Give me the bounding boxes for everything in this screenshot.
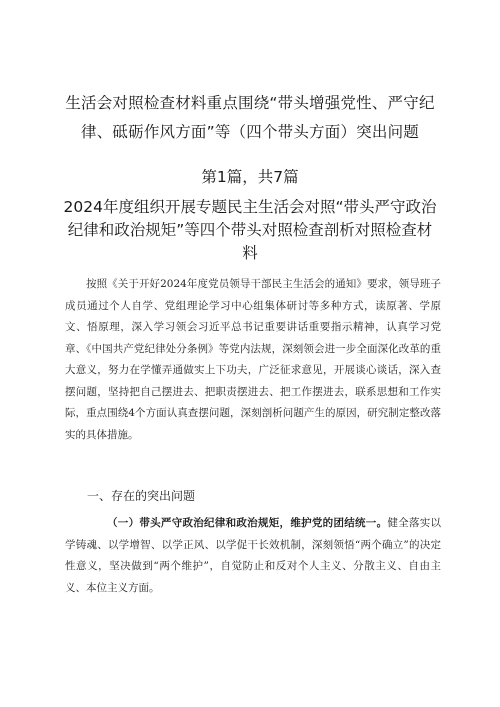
part-label: 第1篇，共7篇 (201, 168, 299, 186)
section-heading: 一、存在的突出问题 (87, 489, 196, 503)
section-body: 健全落实以学铸魂、以学增智、以学正风、以学促干长效机制，深刻领悟“两个确立”的决定性意义，坚决做到“两个维护”，自觉防止和反对个人主义、分散主义、自由主义、本位主义方面。 (65, 517, 442, 594)
intro-paragraph: 按照《关于开好2024年度党员领导干部民主生活会的通知》要求，领导班子成员通过个人自学、党组理论学习中心组集体研讨等多种方式，读原著、学原文、悟原理，深入学习领会习近平总书记重要讲话重要指示精神，认真学习党章、《中国共产党纪律处分条例》等党内法规，深刻领会进一步全面深化改革的重大意义，努力在学懂弄通做实上下功夫，广泛征求意见，开展谈心谈话，深入查摆问题，坚持把自己摆进去、把职责摆进去、把工作摆进去，联系思想和工作实际，重点围绕4个方面认真查摆问题，深刻剖析问题产生的原因，研究制定整改落实的具体措施。 (65, 278, 441, 441)
section-paragraph (65, 513, 441, 599)
document-subtitle: 2024年度组织开展专题民主生活会对照“带头严守政治纪律和政治规矩”等四个带头对照检查剖析对照检查材料 (63, 198, 437, 262)
document-title: 生活会对照检查材料重点围绕“带头增强党性、严守纪律、砥砺作风方面”等（四个带头方面）突出问题 (65, 94, 435, 141)
section-lead: （一）带头严守政治纪律和政治规矩，维护党的团结统一。 (107, 517, 388, 529)
